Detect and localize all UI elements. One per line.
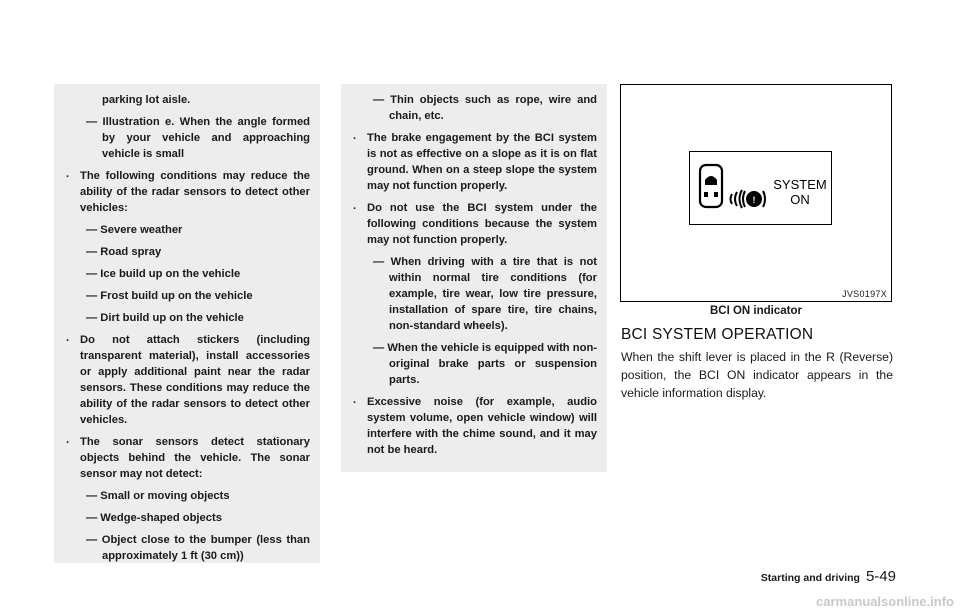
display-text-on: ON (790, 192, 810, 207)
text-column-1 (54, 84, 320, 563)
list-item: — Severe weather (74, 222, 310, 238)
section-heading: BCI SYSTEM OPERATION (621, 326, 814, 343)
list-item: . Excessive noise (for example, audio system volume, open vehicle window) will interfere with the chime sound, and it may not be heard. (351, 394, 597, 458)
list-item: — Small or moving objects (74, 488, 310, 504)
list-item: . Do not attach stickers (including transparent material), install accessories or apply additional paint near the radar sensors. These conditions may reduce the ability of the radar sensors to detect other vehicles. (64, 332, 310, 428)
list-item: — Illustration e. When the angle formed by your vehicle and approaching vehicle is small (74, 114, 310, 162)
list-item: — When driving with a tire that is not within normal tire conditions (for example, tire wear, low tire pressure, installation of spare tire, tire chains, non-standard wheels). (361, 254, 597, 334)
list-item: — Ice build up on the vehicle (74, 266, 310, 282)
list-item: . The following conditions may reduce the ability of the radar sensors to detect other vehicles: (64, 168, 310, 216)
list-item: . Do not use the BCI system under the following conditions because the system may not function properly. (351, 200, 597, 248)
section-paragraph: When the shift lever is placed in the R (Reverse) position, the BCI ON indicator appears in the vehicle information display. (621, 350, 893, 400)
list-item: — Frost build up on the vehicle (74, 288, 310, 304)
list-item: . The brake engagement by the BCI system is not as effective on a slope as it is on flat ground. When on a steep slope the system may not function properly. (351, 130, 597, 194)
list-item: — Thin objects such as rope, wire and chain, etc. (361, 92, 597, 124)
text-column-2 (341, 84, 607, 472)
list-item: — Wedge-shaped objects (74, 510, 310, 526)
figure-caption: BCI ON indicator (709, 305, 802, 317)
display-text-system: SYSTEM (773, 177, 827, 192)
list-item: parking lot aisle. (102, 94, 191, 106)
bci-indicator-icon (690, 152, 830, 223)
list-item: — When the vehicle is equipped with non-original brake parts or suspension parts. (361, 340, 597, 388)
footer-chapter-title: Starting and driving (760, 572, 860, 584)
list-item: — Dirt build up on the vehicle (74, 310, 310, 326)
figure-code: JVS0197X (842, 289, 887, 299)
list-item: . The sonar sensors detect stationary objects behind the vehicle. The sonar sensor may not detect: (64, 434, 310, 482)
page-footer (730, 568, 896, 586)
vehicle-info-display (689, 151, 832, 225)
svg-text:!: ! (752, 195, 756, 205)
list-item: — Object close to the bumper (less than approximately 1 ft (30 cm)) (74, 532, 310, 564)
list-item: — Road spray (74, 244, 310, 260)
watermark: carmanualsonline.info (816, 594, 954, 609)
figure-bci-on-indicator (620, 84, 892, 302)
page-number: 5-49 (865, 568, 896, 585)
